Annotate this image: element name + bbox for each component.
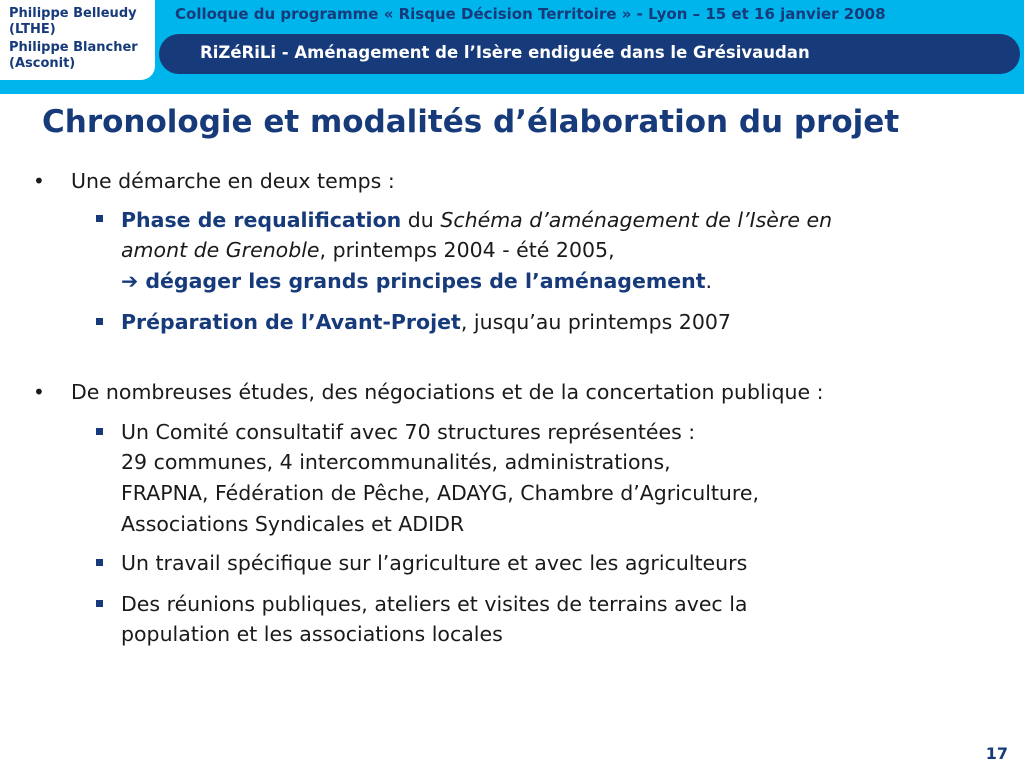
phase-label: Préparation de l’Avant-Projet [121, 310, 461, 334]
conclusion-text: dégager les grands principes de l’aménagement [138, 269, 706, 293]
period-mark: . [705, 269, 713, 293]
square-bullet-icon [96, 215, 103, 222]
document-title-cont: amont de Grenoble [121, 238, 320, 262]
project-subtitle: RiZéRiLi - Aménagement de l’Isère endiguée dans le Grésivaudan [200, 43, 810, 62]
author-name: Philippe Blancher [9, 40, 138, 55]
document-title: Schéma d’aménagement de l’Isère en [440, 208, 833, 232]
arrow-icon: ➔ [121, 269, 139, 293]
conference-title: Colloque du programme « Risque Décision Territoire » - Lyon – 15 et 16 janvier 2008 [175, 5, 886, 23]
sub-item-line [121, 237, 615, 263]
sub-item-line: FRAPNA, Fédération de Pêche, ADAYG, Chambre d’Agriculture, [121, 481, 760, 505]
sub-item-line [121, 309, 731, 335]
slide-title: Chronologie et modalités d’élaboration du projet [42, 104, 900, 140]
sub-item-line: Associations Syndicales et ADIDR [121, 512, 465, 536]
sub-item-line [121, 268, 712, 294]
square-bullet-icon [96, 559, 103, 566]
bullet-text: De nombreuses études, des négociations et de la concertation publique : [71, 380, 824, 404]
page-number: 17 [985, 744, 1008, 763]
sub-item-line: Un Comité consultatif avec 70 structures représentées : [121, 420, 696, 444]
connector-text: du [401, 208, 441, 232]
author-affiliation: (Asconit) [9, 56, 76, 71]
period-text: , printemps 2004 - été 2005, [319, 238, 615, 262]
sub-item-line: Un travail spécifique sur l’agriculture et avec les agriculteurs [121, 551, 748, 575]
sub-item-line: population et les associations locales [121, 622, 503, 646]
bullet-dot: • [33, 380, 45, 404]
square-bullet-icon [96, 600, 103, 607]
author-affiliation: (LTHE) [9, 22, 56, 37]
bullet-text: Une démarche en deux temps : [71, 169, 395, 193]
square-bullet-icon [96, 428, 103, 435]
square-bullet-icon [96, 318, 103, 325]
bullet-dot: • [33, 169, 45, 193]
sub-item-line [121, 207, 832, 233]
phase-label: Phase de requalification [121, 208, 402, 232]
period-text: , jusqu’au printemps 2007 [460, 310, 731, 334]
sub-item-line: Des réunions publiques, ateliers et visites de terrains avec la [121, 592, 748, 616]
sub-item-line: 29 communes, 4 intercommunalités, administrations, [121, 450, 671, 474]
author-name: Philippe Belleudy [9, 6, 137, 21]
